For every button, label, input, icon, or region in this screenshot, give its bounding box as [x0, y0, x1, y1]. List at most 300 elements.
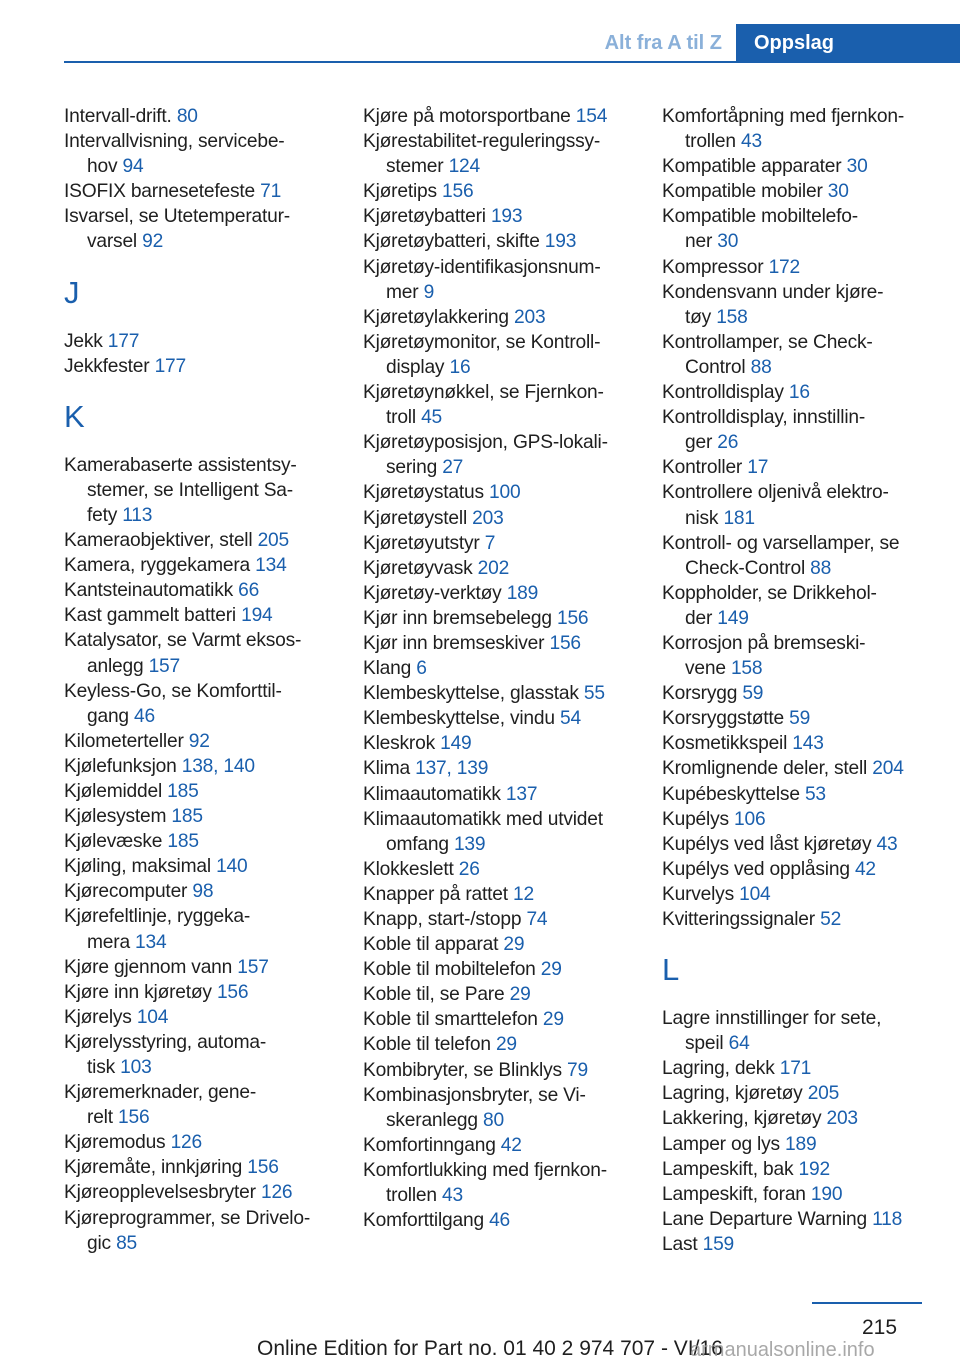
index-entry: [363, 631, 653, 656]
index-entry-text: Kosmetikkspeil: [662, 733, 793, 755]
index-entry-text: ger: [685, 432, 718, 454]
index-entry-page-link[interactable]: 6: [416, 658, 427, 680]
index-entry-text: Kupélys: [662, 808, 734, 830]
index-entry-page-link[interactable]: 157: [237, 956, 269, 978]
index-entry-text: gang: [87, 705, 135, 727]
index-entry-text: Klokkeslett: [363, 858, 459, 880]
index-entry-text: Kjøretøyposisjon, GPS-lokali-: [363, 432, 608, 454]
index-entry-text: Check-Control: [685, 557, 811, 579]
index-entry-text: Jekk: [64, 330, 108, 352]
index-entry: [64, 628, 354, 678]
index-entry-text: Kjøreopplevelsesbryter: [64, 1182, 261, 1204]
index-entry-page-link[interactable]: 59: [789, 708, 811, 730]
index-entry: [662, 782, 952, 807]
index-entry-page-link[interactable]: 203: [514, 306, 546, 328]
index-entry-text: Kjøretøymonitor, se Kontroll-: [363, 331, 601, 353]
index-entry-text: Lampeskift, foran: [662, 1183, 811, 1205]
index-entry: [662, 1132, 952, 1157]
index-entry: [64, 879, 354, 904]
index-entry: [363, 606, 653, 631]
index-entry-text: Kjøretøy-verktøy: [363, 582, 507, 604]
index-entry-text: Kupébeskyttelse: [662, 783, 805, 805]
index-entry: [64, 729, 354, 754]
index-entry-page-link[interactable]: 134: [255, 555, 287, 577]
index-entry-page-link[interactable]: 154: [575, 106, 608, 127]
index-entry-text: Knapp, start-/stopp: [363, 909, 527, 930]
index-entry: [64, 453, 354, 528]
index-entry-page-link[interactable]: 158: [730, 658, 763, 680]
index-entry: [662, 330, 952, 380]
index-entry-text: Kjørelysstyring, automa-: [64, 1031, 267, 1053]
index-entry-text: Katalysator, se Varmt eksos-: [64, 630, 302, 652]
index-entry-text: Klembeskyttelse, vindu: [363, 708, 560, 730]
index-entry-text: fety: [87, 504, 123, 526]
index-entry: [363, 1007, 653, 1032]
index-entry-text: Kjøremodus: [64, 1132, 171, 1154]
index-entry-page-link[interactable]: 43: [741, 131, 762, 153]
index-entry: [363, 656, 653, 681]
index-entry-page-link[interactable]: 98: [192, 881, 214, 903]
index-entry: [363, 1032, 653, 1057]
index-entry: [363, 857, 653, 882]
index-entry-text: Lagring, dekk: [662, 1058, 780, 1080]
index-column-3: [662, 104, 952, 1257]
index-entry-text: ISOFIX barnesetefeste: [64, 181, 261, 203]
index-entry-page-link[interactable]: 156: [118, 1107, 150, 1129]
index-entry: [363, 480, 653, 505]
index-entry-page-link[interactable]: 43: [442, 1185, 463, 1207]
index-entry-text: Komfortinngang: [363, 1134, 501, 1156]
index-column-1: [64, 104, 354, 1256]
index-entry-page-link[interactable]: 204: [872, 758, 904, 780]
index-entry-page-link[interactable]: 42: [854, 858, 876, 880]
index-entry-text: trollen: [685, 131, 741, 153]
index-entry-text: Kompressor: [662, 256, 769, 278]
index-entry: [363, 731, 653, 756]
index-entry-page-link[interactable]: 126: [260, 1182, 293, 1204]
index-entry: [662, 1157, 952, 1182]
index-entry-page-link[interactable]: 193: [544, 231, 577, 253]
index-entry-page-link[interactable]: 80: [176, 106, 198, 127]
index-entry: [363, 681, 653, 706]
index-letter-heading: J: [64, 274, 80, 310]
edition-note: Online Edition for Part no. 01 40 2 974 707 - VI/16: [257, 1337, 723, 1360]
index-entry-page-link[interactable]: 85: [116, 1232, 138, 1254]
index-entry-page-link[interactable]: 140: [216, 856, 248, 878]
index-entry-text: Kombinasjonsbryter, se Vi-: [363, 1084, 586, 1106]
index-letter-heading: L: [662, 952, 680, 988]
index-entry: [64, 104, 354, 129]
index-entry-page-link[interactable]: 177: [154, 355, 186, 377]
index-entry-text: Kjøre på motorsportbane: [363, 106, 576, 127]
index-entry-text: Korrosjon på bremseski-: [662, 632, 866, 654]
index-entry-page-link[interactable]: 171: [779, 1058, 812, 1080]
index-entry-text: Kameraobjektiver, stell: [64, 530, 258, 552]
index-entry-page-link[interactable]: 189: [506, 582, 539, 604]
index-entry-text: Kjøretøylakkering: [363, 306, 515, 328]
index-entry-text: Isvarsel, se Utetemperatur-: [64, 206, 290, 228]
index-entry-page-link[interactable]: 46: [489, 1210, 511, 1232]
index-entry-page-link[interactable]: 203: [826, 1108, 858, 1130]
index-entry-text: Intervall-drift.: [64, 106, 177, 127]
index-entry: [662, 807, 952, 832]
index-entry: [662, 455, 952, 480]
index-entry-page-link[interactable]: 16: [449, 356, 471, 378]
index-entry-page-link[interactable]: 12: [513, 883, 534, 905]
index-entry-text: mera: [87, 931, 136, 953]
index-entry: [363, 932, 653, 957]
index-entry-page-link[interactable]: 192: [798, 1158, 830, 1180]
index-entry-text: Kjøretøystell: [363, 507, 473, 529]
index-entry: [662, 581, 952, 631]
index-entry: [64, 754, 354, 779]
index-entry: [363, 556, 653, 581]
index-entry-page-link[interactable]: 194: [241, 605, 273, 627]
index-entry-page-link[interactable]: 156: [556, 607, 589, 629]
index-entry-text: Kjøretøy-identifikasjonsnum-: [363, 256, 601, 278]
index-column-2: [363, 104, 653, 1233]
index-entry-page-link[interactable]: 156: [549, 632, 581, 654]
index-entry-text: Kast gammelt batteri: [64, 605, 242, 627]
index-entry: [64, 528, 354, 553]
index-entry-text: Kompatible mobiler: [662, 181, 828, 203]
index-entry-text: Kamerabaserte assistentsy-: [64, 454, 297, 476]
index-entry-text: Kilometerteller: [64, 730, 189, 752]
index-entry-page-link[interactable]: 172: [768, 256, 800, 278]
index-entry: [662, 104, 952, 154]
index-entry-page-link[interactable]: 29: [542, 1009, 564, 1031]
index-entry: [363, 330, 653, 380]
index-entry-page-link[interactable]: 189: [785, 1133, 817, 1155]
index-entry-text: Koble til, se Pare: [363, 984, 510, 1006]
index-entry-page-link[interactable]: 29: [509, 984, 531, 1006]
index-entry: [363, 430, 653, 480]
index-entry-text: Klimaautomatikk med utvidet: [363, 808, 603, 830]
index-entry-page-link[interactable]: 30: [846, 156, 868, 178]
index-entry: [662, 706, 952, 731]
index-entry-page-link[interactable]: 126: [170, 1132, 202, 1154]
index-entry: [64, 354, 354, 379]
index-entry-page-link[interactable]: 203: [472, 507, 504, 529]
index-entry-text: varsel: [87, 231, 143, 253]
index-entry-page-link[interactable]: 29: [503, 934, 525, 956]
index-entry-page-link[interactable]: 88: [810, 557, 832, 579]
index-entry-page-link[interactable]: 185: [167, 831, 199, 853]
index-entry-page-link[interactable]: 94: [122, 156, 144, 178]
index-entry: [662, 857, 952, 882]
index-entry-text: relt: [87, 1107, 118, 1129]
index-entry-page-link[interactable]: 74: [526, 909, 548, 930]
index-entry-page-link[interactable]: 92: [142, 231, 164, 253]
index-entry-page-link[interactable]: 53: [804, 783, 826, 805]
index-entry-page-link[interactable]: 149: [717, 607, 749, 629]
index-entry: [363, 229, 653, 254]
index-entry: [662, 255, 952, 280]
index-entry-page-link[interactable]: 193: [490, 206, 523, 228]
index-entry-text: Koppholder, se Drikkehol-: [662, 582, 877, 604]
index-entry-page-link[interactable]: 80: [483, 1109, 504, 1131]
index-entry-text: Lagring, kjøretøy: [662, 1083, 808, 1105]
index-entry-text: Kontroller: [662, 457, 748, 479]
index-entry-text: Klimaautomatikk: [363, 783, 506, 805]
index-entry-text: Kjørestabilitet-reguleringssy-: [363, 131, 601, 153]
index-entry-text: Kupélys ved låst kjøretøy: [662, 833, 877, 855]
index-entry-text: Kleskrok: [363, 733, 441, 755]
index-entry-page-link[interactable]: 143: [792, 733, 824, 755]
index-entry-page-link[interactable]: 100: [489, 482, 521, 504]
index-entry-text: Kjølevæske: [64, 831, 168, 853]
index-entry-text: Koble til mobiltelefon: [363, 959, 541, 981]
footer-rule: [812, 1302, 922, 1304]
index-entry-text: Kontrolldisplay, innstillin-: [662, 407, 866, 429]
index-entry-text: Koble til apparat: [363, 934, 504, 956]
index-entry-text: Kjøretips: [363, 181, 443, 203]
index-entry-text: display: [386, 356, 450, 378]
index-entry: [363, 531, 653, 556]
index-entry: [363, 129, 653, 179]
index-entry-page-link[interactable]: 79: [567, 1059, 588, 1081]
index-entry-page-link[interactable]: 205: [807, 1083, 840, 1105]
index-entry-text: Knapper på rattet: [363, 883, 514, 905]
index-entry: [363, 807, 653, 857]
index-entry-page-link[interactable]: 17: [747, 457, 769, 479]
index-entry-page-link[interactable]: 52: [820, 909, 842, 930]
index-entry-text: Kjørelys: [64, 1006, 137, 1028]
watermark: armanualsonline.info: [690, 1339, 875, 1361]
index-entry: [363, 982, 653, 1007]
index-entry-page-link[interactable]: 46: [134, 705, 155, 727]
index-entry-page-link[interactable]: 181: [723, 507, 755, 529]
index-entry: [662, 1232, 952, 1257]
index-entry-text: Jekkfester: [64, 355, 155, 377]
index-entry: [363, 581, 653, 606]
index-letter-heading: K: [64, 398, 85, 434]
index-entry: [662, 1207, 952, 1232]
index-entry-page-link[interactable]: 156: [247, 1157, 279, 1179]
index-entry-text: troll: [386, 407, 422, 429]
index-entry-page-link[interactable]: 106: [734, 808, 766, 830]
index-entry-page-link[interactable]: 104: [136, 1006, 169, 1028]
index-entry-page-link[interactable]: 158: [716, 306, 748, 328]
index-entry-page-link[interactable]: 42: [500, 1134, 522, 1156]
index-entry-page-link[interactable]: 16: [788, 382, 810, 404]
index-entry-page-link[interactable]: 156: [442, 181, 474, 203]
index-entry-text: Kjøre gjennom vann: [64, 956, 238, 978]
index-entry: [662, 907, 952, 932]
index-entry: [662, 1182, 952, 1207]
index-entry: [662, 405, 952, 455]
index-entry: [64, 1130, 354, 1155]
index-entry-page-link[interactable]: 71: [260, 181, 282, 203]
index-entry-text: Kjøretøyutstyr: [363, 532, 485, 554]
index-entry-page-link[interactable]: 113: [122, 504, 153, 526]
index-entry: [64, 553, 354, 578]
index-entry-text: stemer: [386, 156, 449, 178]
index-entry-text: Korsryggstøtte: [662, 708, 790, 730]
index-entry: [363, 907, 653, 932]
index-entry-text: skeranlegg: [386, 1109, 483, 1131]
index-entry-text: Komforttilgang: [363, 1210, 490, 1232]
index-entry: [363, 1133, 653, 1158]
index-entry: [64, 1030, 354, 1080]
index-entry-text: stemer, se Intelligent Sa-: [87, 479, 293, 501]
index-entry-text: Kamera, ryggekamera: [64, 555, 256, 577]
index-entry: [662, 204, 952, 254]
index-entry-text: Kompatible mobiltelefo-: [662, 206, 858, 228]
index-entry-page-link[interactable]: 30: [717, 231, 739, 253]
index-entry-page-link[interactable]: 30: [827, 181, 849, 203]
index-entry-text: Kjøretøynøkkel, se Fjernkon-: [363, 382, 604, 404]
index-entry: [363, 305, 653, 330]
index-entry: [64, 603, 354, 628]
index-entry-text: Kjøreprogrammer, se Drivelo-: [64, 1207, 311, 1229]
index-entry: [662, 1006, 952, 1056]
index-entry: [64, 804, 354, 829]
section-label[interactable]: Alt fra A til Z: [604, 32, 722, 54]
index-entry-text: Kromlignende deler, stell: [662, 758, 873, 780]
index-entry-text: Kjølesystem: [64, 806, 172, 828]
index-entry-page-link[interactable]: 7: [484, 532, 496, 554]
index-entry: [363, 706, 653, 731]
index-entry: [64, 1180, 354, 1205]
index-entry-page-link[interactable]: 159: [702, 1233, 735, 1255]
index-entry-page-link[interactable]: 104: [739, 883, 771, 905]
index-entry-page-link[interactable]: 45: [421, 407, 443, 429]
index-entry-text: Kjøretøystatus: [363, 482, 490, 504]
index-entry-text: Kombibryter, se Blinklys: [363, 1059, 568, 1081]
index-entry-text: Kjørefeltlinje, ryggeka-: [64, 906, 251, 928]
index-entry: [363, 882, 653, 907]
index-entry-text: Last: [662, 1233, 703, 1255]
index-entry-text: Kjøling, maksimal: [64, 856, 217, 878]
index-entry-text: Keyless-Go, se Komforttil-: [64, 680, 282, 702]
index-entry-page-link[interactable]: 43: [876, 833, 898, 855]
index-entry-text: Kjør inn bremseskiver: [363, 632, 550, 654]
index-entry-page-link[interactable]: 190: [810, 1183, 843, 1205]
index-entry-page-link[interactable]: 124: [448, 156, 480, 178]
index-entry-page-link[interactable]: 139: [453, 833, 486, 855]
index-entry-text: tisk: [87, 1057, 121, 1078]
index-entry-text: mer: [386, 281, 424, 303]
index-entry-text: Kontroll- og varsellamper, se: [662, 532, 900, 554]
index-entry-text: Kjøremerknader, gene-: [64, 1082, 257, 1104]
index-entry-text: gic: [87, 1232, 117, 1254]
index-entry: [64, 904, 354, 954]
index-entry-page-link[interactable]: 59: [742, 683, 764, 705]
index-entry: [662, 531, 952, 581]
index-entry: [662, 631, 952, 681]
index-entry-text: Intervallvisning, servicebe-: [64, 131, 285, 153]
index-entry-page-link[interactable]: 185: [167, 780, 199, 802]
index-entry-page-link[interactable]: 205: [257, 530, 289, 552]
index-entry-text: Kompatible apparater: [662, 156, 847, 178]
index-entry-page-link[interactable]: 64: [728, 1033, 750, 1055]
index-entry: [662, 280, 952, 330]
index-entry: [363, 1158, 653, 1208]
index-entry-text: Klembeskyttelse, glasstak: [363, 683, 584, 705]
index-entry-text: Control: [685, 356, 751, 378]
index-entry-text: Kontrolldisplay: [662, 382, 789, 404]
index-entry-text: sering: [386, 457, 443, 479]
index-entry: [662, 756, 952, 781]
index-entry: [662, 1081, 952, 1106]
index-entry: [363, 957, 653, 982]
index-entry-text: Kontrollamper, se Check-: [662, 331, 873, 353]
index-entry-text: speil: [685, 1033, 729, 1055]
index-entry-text: Kjøre inn kjøretøy: [64, 981, 217, 1003]
index-entry-page-link[interactable]: 157: [148, 655, 180, 677]
index-entry-page-link[interactable]: 27: [442, 457, 464, 479]
index-entry: [64, 980, 354, 1005]
index-entry-text: hov: [87, 156, 123, 178]
index-entry-text: der: [685, 607, 718, 629]
index-entry-page-link[interactable]: 185: [171, 806, 203, 828]
tab-oppslag[interactable]: Oppslag: [736, 24, 960, 62]
index-entry: [64, 854, 354, 879]
index-entry-text: Kondensvann under kjøre-: [662, 281, 884, 303]
index-entry: [363, 756, 653, 781]
index-entry-page-link[interactable]: 149: [440, 733, 472, 755]
index-entry: [662, 179, 952, 204]
index-entry-page-link[interactable]: 177: [107, 330, 140, 352]
index-entry-page-link[interactable]: 26: [458, 858, 480, 880]
index-entry-page-link[interactable]: 92: [188, 730, 210, 752]
index-entry-page-link[interactable]: 9: [423, 281, 435, 303]
index-entry-page-link[interactable]: 134: [135, 931, 167, 953]
index-entry: [64, 179, 354, 204]
index-entry: [64, 779, 354, 804]
index-entry-text: Kvitteringssignaler: [662, 909, 821, 930]
index-entry: [363, 179, 653, 204]
index-entry-page-link[interactable]: 88: [750, 356, 772, 378]
index-entry-text: Lakkering, kjøretøy: [662, 1108, 827, 1130]
index-entry-page-link[interactable]: 29: [495, 1034, 517, 1056]
index-entry-page-link[interactable]: 118: [872, 1208, 903, 1230]
index-entry: [363, 1208, 653, 1233]
index-entry-text: Kjøretøybatteri, skifte: [363, 231, 545, 253]
index-entry-page-link[interactable]: 26: [717, 432, 739, 454]
index-entry-page-link[interactable]: 55: [583, 683, 605, 705]
index-entry: [662, 882, 952, 907]
index-entry: [363, 255, 653, 305]
index-entry-page-link[interactable]: 66: [238, 580, 260, 602]
index-entry-page-link[interactable]: 138, 140: [181, 755, 255, 777]
index-entry: [363, 1058, 653, 1083]
index-entry-page-link[interactable]: 137: [505, 783, 538, 805]
index-entry-page-link[interactable]: 103: [120, 1057, 152, 1078]
index-entry-text: Lane Departure Warning: [662, 1208, 873, 1230]
index-entry-text: Kjølemiddel: [64, 780, 168, 802]
index-entry-text: tøy: [685, 306, 717, 328]
index-entry-text: Korsrygg: [662, 683, 743, 705]
index-entry-text: Kjølefunksjon: [64, 755, 182, 777]
index-entry-text: anlegg: [87, 655, 149, 677]
index-entry-page-link[interactable]: 202: [477, 557, 510, 579]
index-entry-text: Komfortåpning med fjernkon-: [662, 106, 905, 127]
index-entry-page-link[interactable]: 54: [559, 708, 581, 730]
index-entry: [662, 731, 952, 756]
index-entry-page-link[interactable]: 156: [216, 981, 249, 1003]
index-entry: [64, 329, 354, 354]
index-entry-page-link[interactable]: 29: [540, 959, 562, 981]
index-entry: [64, 204, 354, 254]
index-entry: [64, 955, 354, 980]
index-entry: [64, 829, 354, 854]
index-entry-text: Klima: [363, 758, 416, 780]
index-entry-page-link[interactable]: 137, 139: [415, 758, 489, 780]
index-entry: [662, 681, 952, 706]
index-entry-text: omfang: [386, 833, 454, 855]
